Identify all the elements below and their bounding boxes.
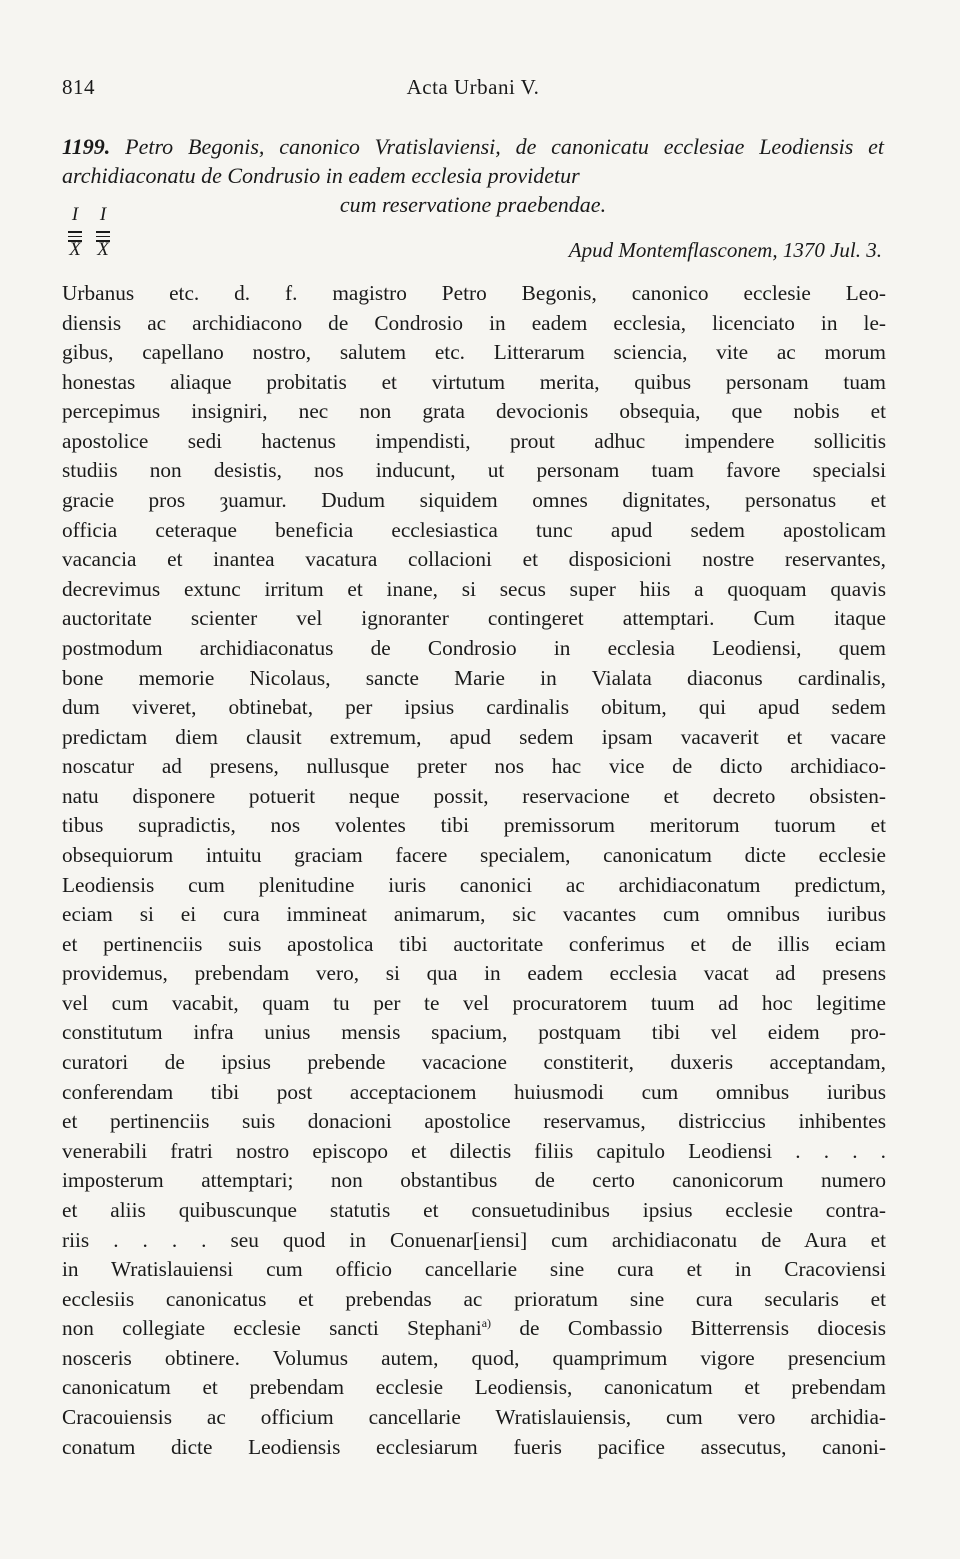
body-line: officia ceteraque beneficia ecclesiastica tunc apud sedem apostolicam xyxy=(62,517,886,542)
body-line: vel cum vacabit, quam tu per te vel procuratorem tuum ad hoc legitime xyxy=(62,990,886,1015)
document-number: 1199. xyxy=(62,134,111,159)
body-line: studiis non desistis, nos inducunt, ut personam tuam favore specialsi xyxy=(62,458,886,483)
dateline: Apud Montemflasconem, 1370 Jul. 3. xyxy=(568,238,882,262)
body-line: apostolice sedi hactenus impendisti, prout adhuc impendere sollicitis xyxy=(62,428,886,453)
body-line: diensis ac archidiacono de Condrosio in eadem ecclesia, licenciato in le- xyxy=(62,310,886,335)
register-mark-top: I xyxy=(71,204,79,225)
register-mark-bottom: X xyxy=(97,239,109,260)
body-line: Cracouiensis ac officium cancellarie Wratislauiensis, cum vero archidia- xyxy=(62,1404,886,1429)
body-line: curatori de ipsius prebende vacacione constiterit, duxeris acceptandam, xyxy=(62,1050,886,1075)
body-line: gracie pros ȝuamur. Dudum siquidem omnes dignitates, personatus et xyxy=(62,488,886,513)
register-mark-top: I xyxy=(99,204,107,225)
document-body xyxy=(62,279,886,1462)
body-line: Leodiensis cum plenitudine iuris canonici ac archidiaconatum predictum, xyxy=(62,872,886,897)
rubric-line-3: cum reservatione praebendae. xyxy=(339,192,607,217)
body-line-with-footnote xyxy=(62,1314,886,1344)
body-line: venerabili fratri nostro episcopo et dilectis filiis capitulo Leodiensi . . . . xyxy=(62,1138,886,1163)
body-line: conferendam tibi post acceptacionem huiusmodi cum omnibus iuribus xyxy=(62,1079,886,1104)
body-line: ecclesiis canonicatus et prebendas ac prioratum sine cura secularis et xyxy=(62,1286,886,1311)
body-line: obsequiorum intuitu graciam facere specialem, canonicatum dicte ecclesie xyxy=(62,842,886,867)
body-line: riis . . . . seu quod in Conuenar[iensi] cum archidiaconatu de Aura et xyxy=(62,1227,886,1252)
body-line-part: non collegiate ecclesie sancti Stephani xyxy=(62,1316,482,1341)
body-line: vacancia et inantea vacatura collacioni et disposicioni nostre reservantes, xyxy=(62,547,886,572)
page-number: 814 xyxy=(62,75,95,99)
body-line: percepimus insigniri, nec non grata devocionis obsequia, que nobis et xyxy=(62,399,886,424)
footnote-marker: a) xyxy=(481,1316,492,1331)
body-line: nosceris obtinere. Volumus autem, quod, quamprimum vigore presencium xyxy=(62,1345,886,1370)
body-line: decrevimus extunc irritum et inane, si secus super hiis a quoquam quavis xyxy=(62,576,886,601)
body-line: postmodum archidiaconatus de Condrosio in ecclesia Leodiensi, quem xyxy=(62,635,886,660)
body-line: bone memorie Nicolaus, sancte Marie in Vialata diaconus cardinalis, xyxy=(62,665,886,690)
body-line: in Wratislauiensi cum officio cancellarie sine cura et in Cracoviensi xyxy=(62,1257,886,1282)
body-line: Urbanus etc. d. f. magistro Petro Begonis, canonico ecclesie Leo- xyxy=(62,281,886,305)
body-line: noscatur ad presens, nullusque preter nos hac vice de dicto archidiaco- xyxy=(62,754,886,779)
body-line: tibus supradictis, nos volentes tibi premissorum meritorum tuorum et xyxy=(62,813,886,838)
body-line: providemus, prebendam vero, si qua in eadem ecclesia vacat ad presens xyxy=(62,961,886,986)
register-mark-bottom: X xyxy=(69,239,81,260)
body-line: et pertinenciis suis apostolica tibi auctoritate conferimus et de illis eciam xyxy=(62,931,886,956)
body-line: auctoritate scienter vel ignoranter contingeret attemptari. Cum itaque xyxy=(62,606,886,631)
body-line-part: de xyxy=(519,1316,540,1341)
rubric-line-1: Petro Begonis, canonico Vratislaviensi, de canonicatu ecclesiae xyxy=(125,134,745,159)
rubric-line-2: Leodiensis et archidiaconatu de Condrusio in eadem ecclesia providetur xyxy=(62,134,884,188)
body-line: et aliis quibuscunque statutis et consuetudinibus ipsius ecclesie contra- xyxy=(62,1197,886,1222)
body-line: natu disponere potuerit neque possit, reservacione et decreto obsisten- xyxy=(62,783,886,808)
body-line: gibus, capellano nostro, salutem etc. Litterarum sciencia, vite ac morum xyxy=(62,340,886,365)
body-line: imposterum attemptari; non obstantibus de certo canonicorum numero xyxy=(62,1168,886,1193)
document-rubric xyxy=(62,132,884,219)
body-line: constitutum infra unius mensis spacium, postquam tibi vel eidem pro- xyxy=(62,1020,886,1045)
body-line: conatum dicte Leodiensis ecclesiarum fueris pacifice assecutus, canoni- xyxy=(62,1434,886,1459)
body-line: predictam diem clausit extremum, apud sedem ipsam vacaverit et vacare xyxy=(62,724,886,749)
body-line: dum viveret, obtinebat, per ipsius cardinalis obitum, qui apud sedem xyxy=(62,695,886,720)
body-line-part: Combassio Bitterrensis diocesis xyxy=(567,1316,887,1341)
body-line: eciam si ei cura immineat animarum, sic vacantes cum omnibus iuribus xyxy=(62,902,886,927)
page-header xyxy=(62,72,884,104)
running-title: Acta Urbani V. xyxy=(406,75,540,99)
body-line: canonicatum et prebendam ecclesie Leodiensis, canonicatum et prebendam xyxy=(62,1375,886,1400)
body-line: et pertinenciis suis donacioni apostolice reservamus, districcius inhibentes xyxy=(62,1109,886,1134)
body-line: honestas aliaque probitatis et virtutum merita, quibus personam tuam xyxy=(62,369,886,394)
